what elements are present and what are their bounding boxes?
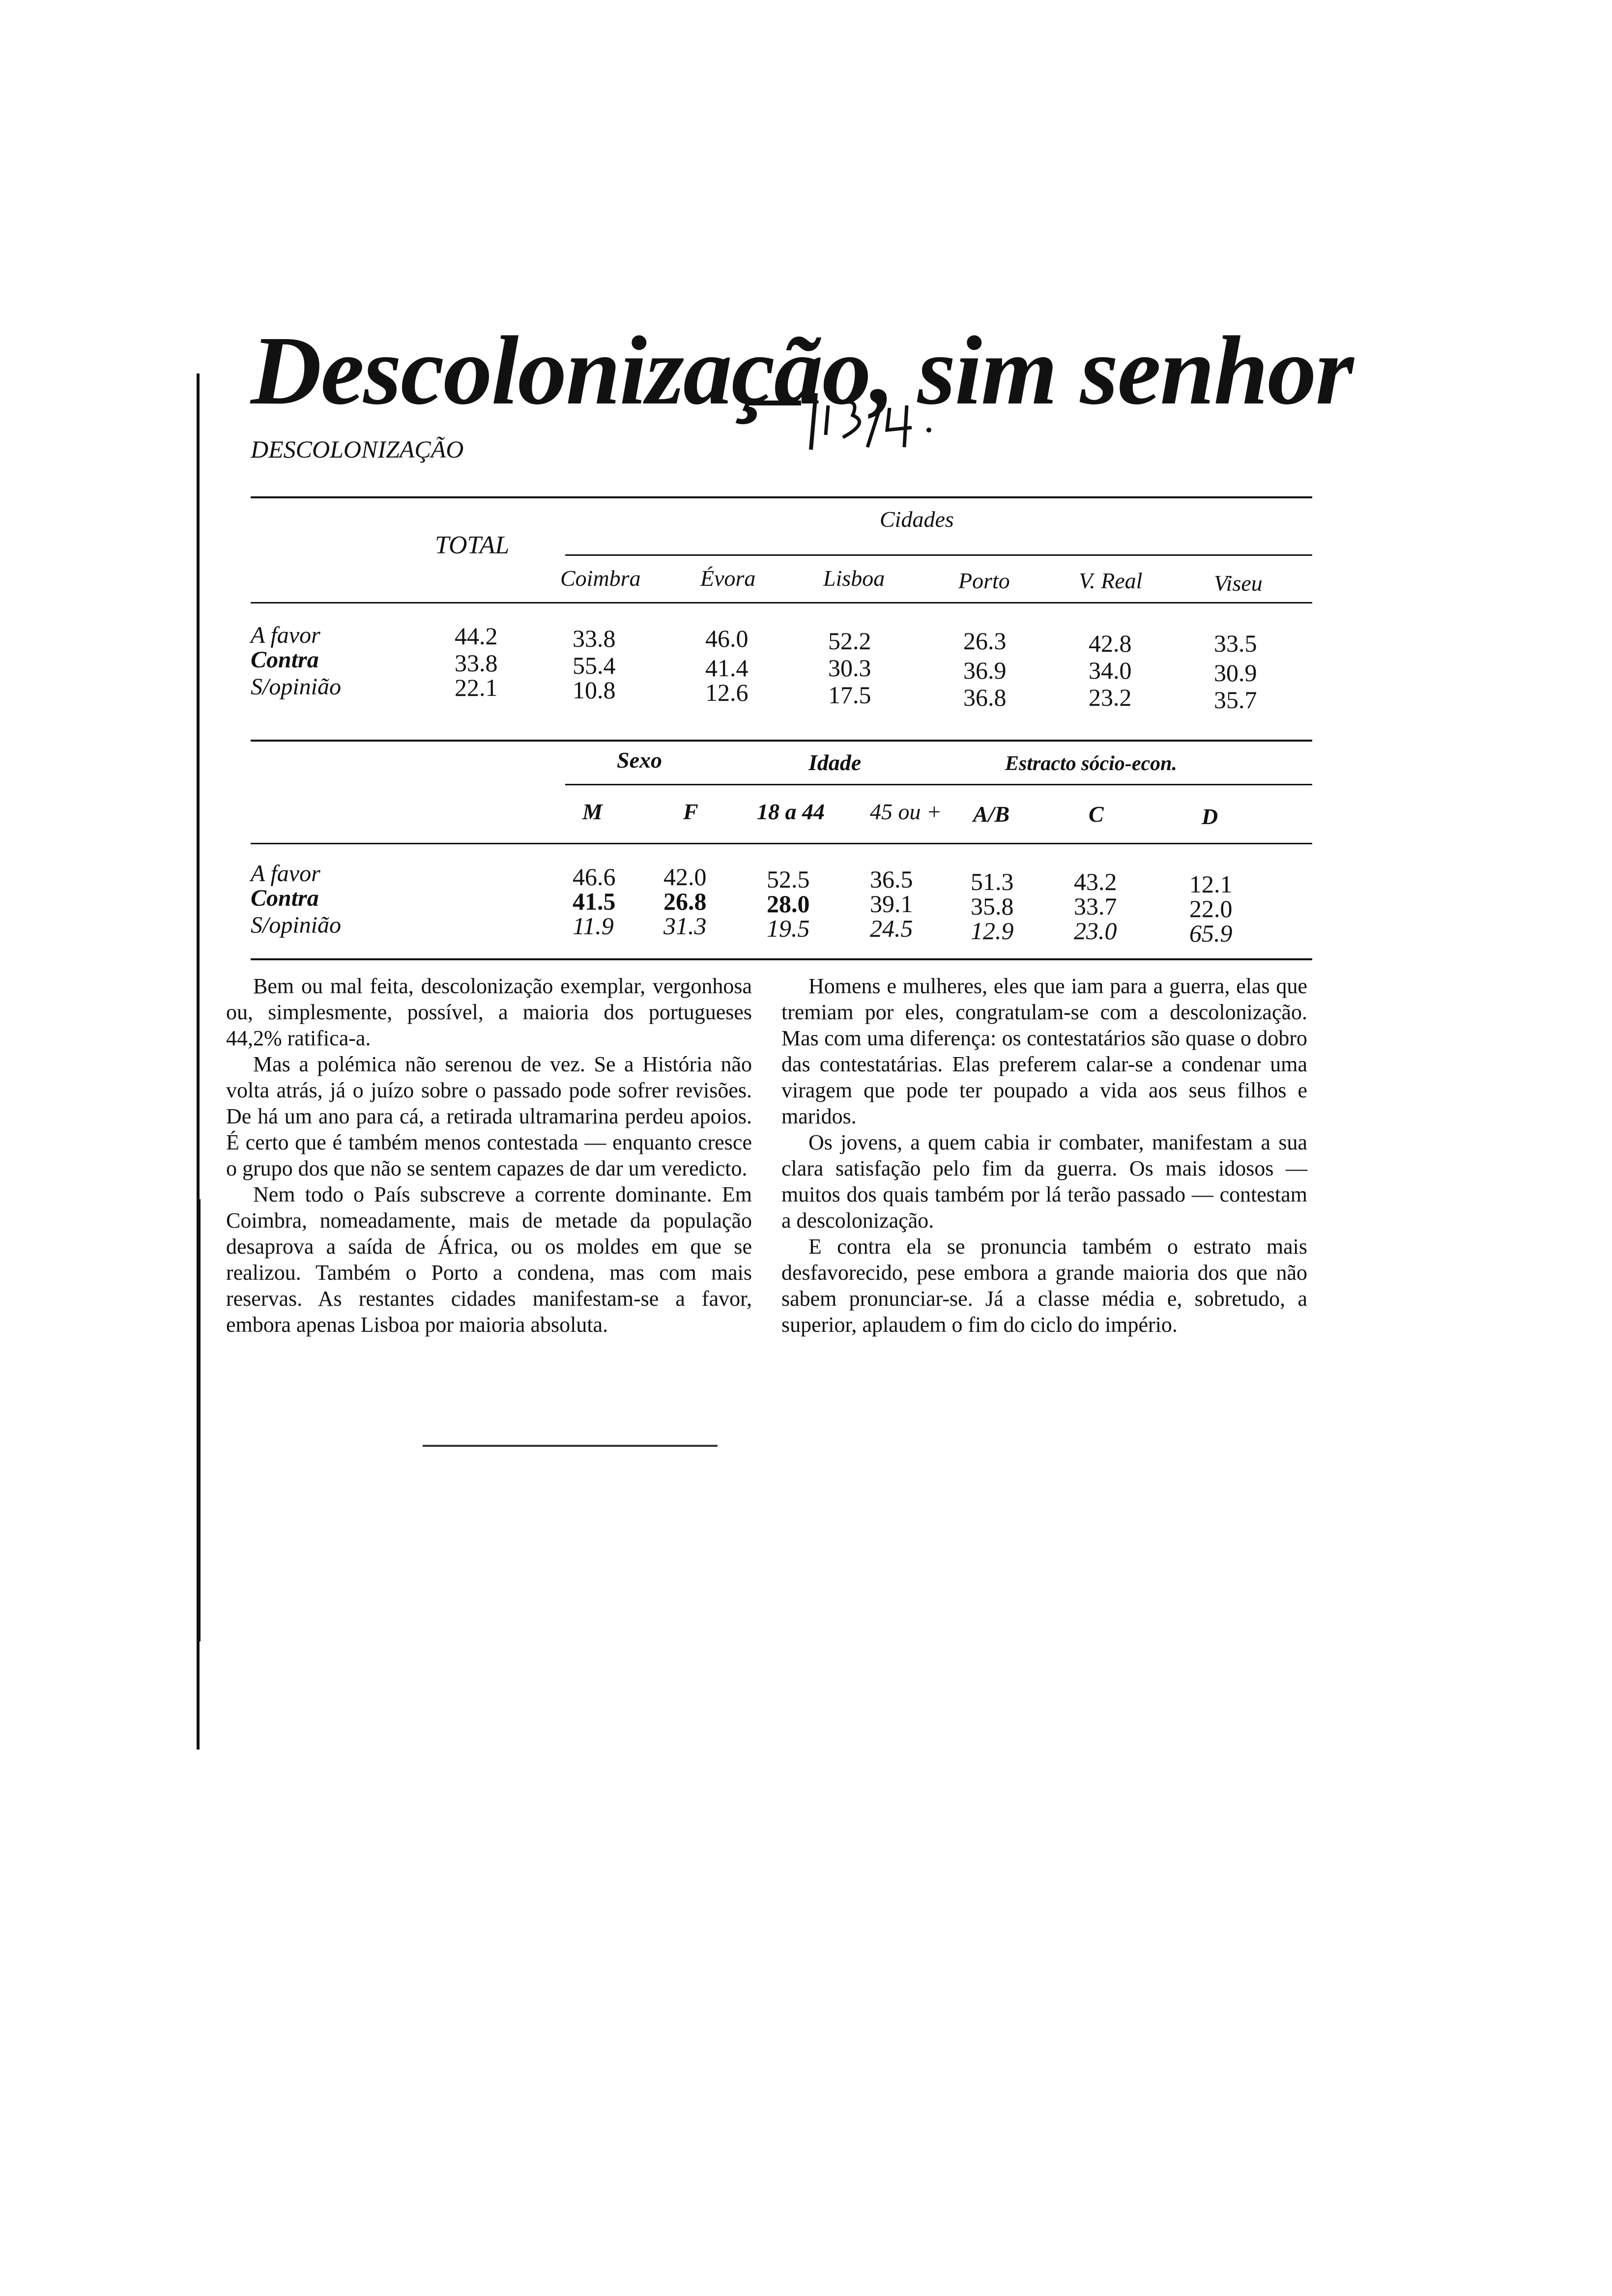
col-ab: A/B <box>973 802 1010 827</box>
col-m: M <box>582 799 603 824</box>
table-cell: 51.3 <box>971 868 1014 895</box>
article-column-left <box>226 973 752 1338</box>
table-cell: 22.0 <box>1189 895 1233 922</box>
col-vreal: V. Real <box>1079 568 1143 593</box>
table-cell: 33.5 <box>1214 630 1257 657</box>
margin-line-thick <box>197 1199 201 1641</box>
table-cell: 65.9 <box>1189 919 1233 947</box>
table-cell: 26.8 <box>663 888 707 915</box>
cities-group-header: Cidades <box>880 507 954 532</box>
cities-rule <box>565 554 1312 556</box>
col-lisboa: Lisboa <box>823 566 885 591</box>
article-paragraph: Bem ou mal feita, descolonização exemplar, vergonhosa ou, simplesmente, possível, a maioria dos portugueses 44,2% ratifica-a. <box>226 974 752 1050</box>
article-paragraph: Os jovens, a quem cabia ir combater, manifestam a sua clara satisfação pelo fim da guerra. Os mais idosos — muitos dos quais também por lá terão passado — contestam a descolonização. <box>781 1130 1307 1233</box>
table-cell: 31.3 <box>663 912 707 940</box>
table-cell: 36.8 <box>963 684 1007 711</box>
table2-group-rule <box>565 784 1312 785</box>
estracto-group-header: Estracto sócio-econ. <box>1005 752 1177 775</box>
table-cell: 19.5 <box>767 915 810 942</box>
table-cell: 12.6 <box>705 679 748 706</box>
article-paragraph: Homens e mulheres, eles que iam para a guerra, elas que tremiam por eles, congratulam-se com a descolonização. Mas com uma diferença: os contestatários são quase o dobro das contestatárias. Elas preferem calar-se a condenar uma viragem que pode ter poupado a vida aos seus filhos e maridos. <box>781 974 1307 1128</box>
row-label-sopiniao: S/opinião <box>251 912 342 938</box>
table-cell: 42.0 <box>663 863 707 890</box>
table-cell: 43.2 <box>1074 868 1117 895</box>
table-cell: 52.5 <box>767 865 810 893</box>
table-cell: 36.9 <box>963 657 1007 684</box>
col-c: C <box>1089 802 1104 827</box>
col-viseu: Viseu <box>1214 571 1263 596</box>
table-cell: 36.5 <box>870 865 913 893</box>
col-d: D <box>1202 804 1218 829</box>
table-cell: 41.5 <box>573 888 616 915</box>
header-bottom-rule <box>251 602 1312 603</box>
total-value: 22.1 <box>455 674 498 701</box>
table-cell: 10.8 <box>573 676 616 704</box>
table-cell: 35.8 <box>971 892 1014 920</box>
table-cell: 52.2 <box>828 627 871 655</box>
article-paragraph: Nem todo o País subscreve a corrente dominante. Em Coimbra, nomeadamente, mais de metade da população desaprova a saída de África, ou os moldes em que se realizou. Também o Porto a condena, mas com mais reservas. As restantes cidades manifestam-se a favor, embora apenas Lisboa por maioria absoluta. <box>226 1182 752 1337</box>
table-cell: 11.9 <box>573 912 614 940</box>
table2-top-rule <box>251 740 1312 742</box>
total-header: TOTAL <box>435 531 510 559</box>
table-cell: 23.0 <box>1074 917 1117 945</box>
newspaper-clipping <box>226 315 1353 1455</box>
idade-group-header: Idade <box>808 750 862 775</box>
row-label-contra: Contra <box>251 885 319 911</box>
table-cell: 28.0 <box>767 890 810 918</box>
footer-rule <box>423 1445 718 1447</box>
table-cell: 33.7 <box>1074 892 1117 920</box>
table-cell: 46.0 <box>705 625 748 652</box>
sexo-group-header: Sexo <box>617 747 662 773</box>
col-porto: Porto <box>958 568 1010 593</box>
table-cell: 30.9 <box>1214 659 1257 687</box>
table-cell: 17.5 <box>828 681 871 709</box>
table-cell: 12.9 <box>971 917 1014 945</box>
col-coimbra: Coimbra <box>560 566 641 591</box>
table-cell: 33.8 <box>573 625 616 652</box>
col-evora: Évora <box>700 566 756 591</box>
total-value: 33.8 <box>455 649 498 677</box>
row-label-contra: Contra <box>251 647 319 673</box>
table-cell: 26.3 <box>963 627 1007 655</box>
article-column-right <box>781 973 1307 1338</box>
table-cell: 34.0 <box>1089 657 1132 684</box>
col-18a44: 18 a 44 <box>757 799 825 824</box>
table2-header-bottom-rule <box>251 843 1312 844</box>
table-cell: 12.1 <box>1189 870 1233 898</box>
headline: Descolonização, sim senhor <box>251 316 1353 425</box>
table-cell: 24.5 <box>870 915 913 942</box>
row-label-afavor: A favor <box>251 861 320 887</box>
table-cell: 23.2 <box>1089 684 1132 711</box>
col-f: F <box>683 799 698 824</box>
table-cell: 46.6 <box>573 863 616 890</box>
table2-bottom-rule <box>251 958 1312 960</box>
table-cell: 35.7 <box>1214 686 1257 714</box>
total-value: 44.2 <box>455 622 498 650</box>
table-cell: 55.4 <box>573 652 616 679</box>
section-label: DESCOLONIZAÇÃO <box>251 435 464 463</box>
table-cell: 41.4 <box>705 654 748 682</box>
table-top-rule <box>251 496 1312 498</box>
table-cell: 39.1 <box>870 890 913 918</box>
row-label-sopiniao: S/opinião <box>251 674 342 700</box>
article-paragraph: Mas a polémica não serenou de vez. Se a História não volta atrás, já o juízo sobre o passado pode sofrer revisões. De há um ano para cá, a retirada ultramarina perdeu apoios. É certo que é também menos contestada — enquanto cresce o grupo dos que não se sentem capazes de dar um veredicto. <box>226 1052 752 1180</box>
row-label-afavor: A favor <box>251 622 320 648</box>
handwritten-date-note <box>742 388 949 452</box>
article-paragraph: E contra ela se pronuncia também o estrato mais desfavorecido, pese embora a grande maioria dos que não sabem pronunciar-se. Já a classe média e, sobretudo, a superior, aplaudem o fim do ciclo do império. <box>781 1234 1307 1337</box>
col-45oumais: 45 ou + <box>870 799 942 824</box>
table-cell: 42.8 <box>1089 630 1132 657</box>
table-cell: 30.3 <box>828 654 871 682</box>
